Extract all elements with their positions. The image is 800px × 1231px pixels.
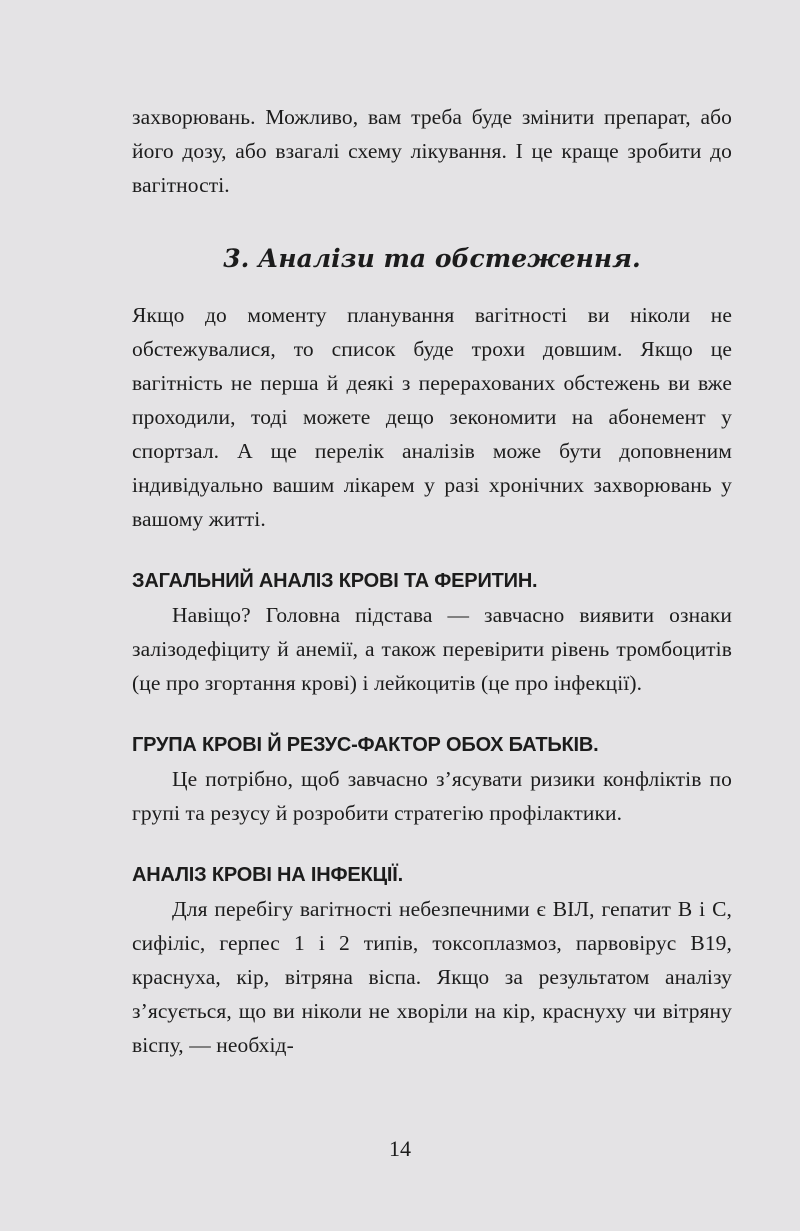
- subsection-text-blood-group: Це потрібно, щоб завчасно з’ясувати ризики конфліктів по групі та резусу й розробити стратегію профілактики.: [132, 767, 732, 825]
- section-intro-paragraph: Якщо до моменту планування вагітності ви ніколи не обстежувалися, то список буде трохи довшим. Якщо це вагітність не перша й деякі з перерахованих обстежень ви вже проходили, тоді можете дещо зекономити на абонемент у спортзал. А ще перелік аналізів може бути доповненим індивідуально вашим лікарем у разі хронічних захворювань у вашому житті.: [132, 303, 732, 531]
- subsection-heading-blood-count: ЗАГАЛЬНИЙ АНАЛІЗ КРОВІ ТА ФЕРИТИН.: [132, 570, 538, 592]
- section-title: 3. Аналізи та обстеження.: [223, 244, 641, 273]
- subsection-heading-blood-group: ГРУПА КРОВІ Й РЕЗУС-ФАКТОР ОБОХ БАТЬКІВ.: [132, 734, 599, 756]
- subsection-heading-infections: АНАЛІЗ КРОВІ НА ІНФЕКЦІЇ.: [132, 864, 403, 886]
- subsection-text-blood-count: Навіщо? Головна підстава — завчасно виявити ознаки залізодефіциту й анемії, а також перевірити рівень тромбоцитів (це про згортання крові) і лейкоцитів (це про інфекції).: [132, 603, 732, 695]
- intro-paragraph: захворювань. Можливо, вам треба буде змінити препарат, або його дозу, або взагалі схему лікування. І це краще зробити до вагітності.: [132, 105, 732, 197]
- book-page: [132, 100, 732, 1062]
- subsection-text-infections: Для перебігу вагітності небезпечними є ВІЛ, гепатит B і C, сифіліс, герпес 1 і 2 типів, токсоплазмоз, парвовірус B19, краснуха, кір, вітряна віспа. Якщо за результатом аналізу з’ясується, що ви ніколи не хворіли на кір, краснуху чи вітряну віспу, — необхід-: [132, 897, 732, 1057]
- page-number: 14: [389, 1136, 411, 1161]
